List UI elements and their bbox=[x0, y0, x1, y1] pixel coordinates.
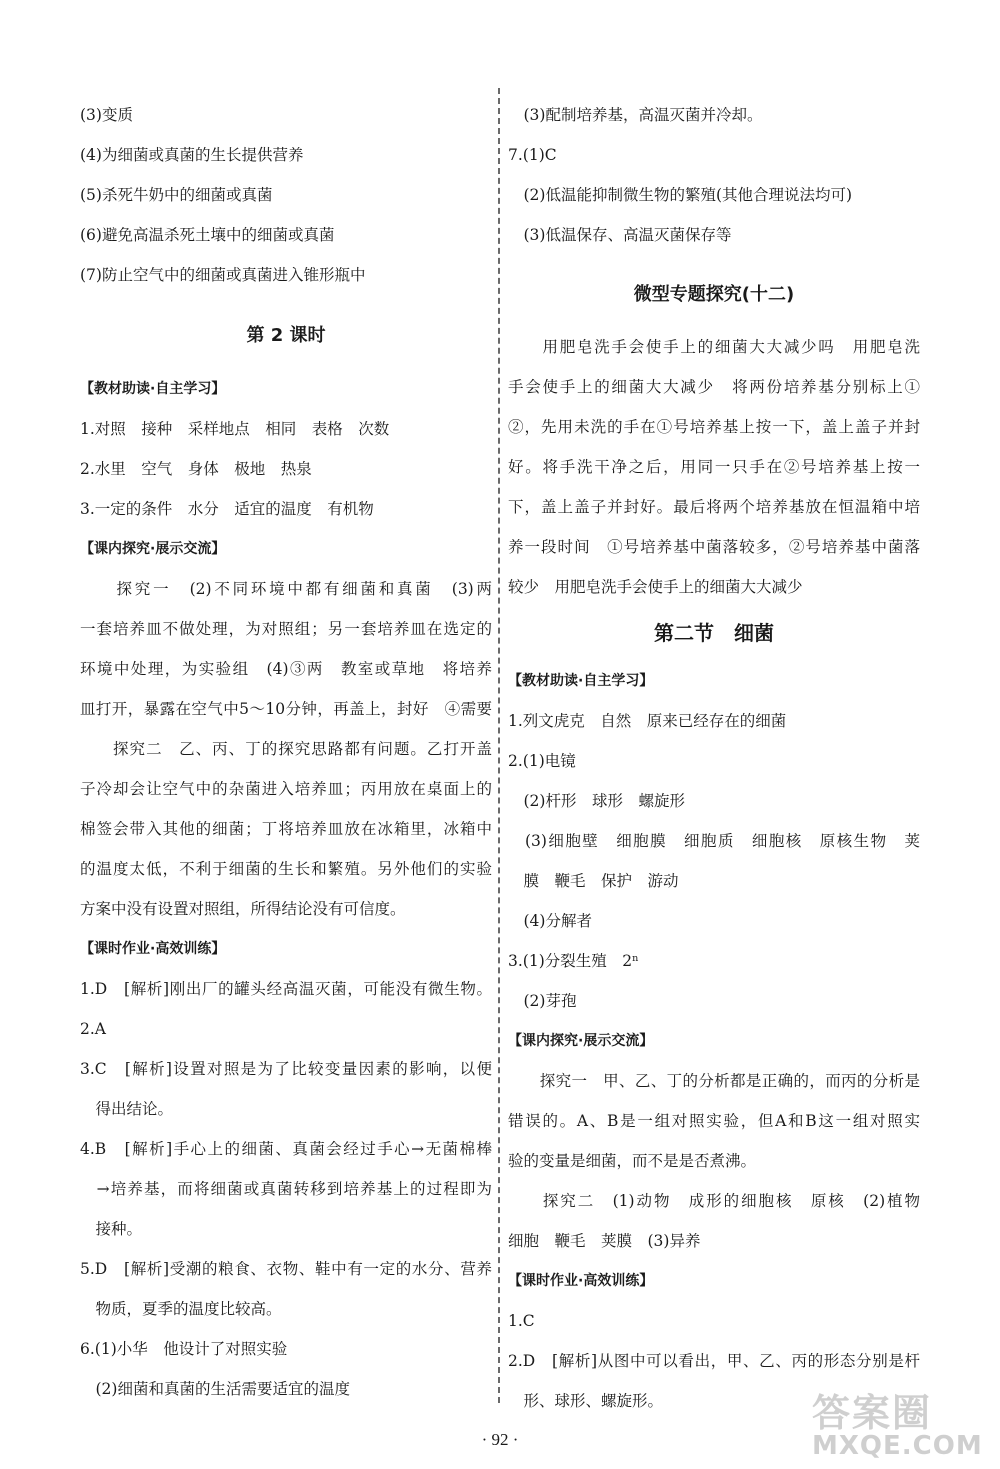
paragraph-line: 环境中处理，为实验组 (4)③两 教室或草地 将培养 bbox=[80, 660, 492, 678]
site-watermark bbox=[812, 1382, 992, 1466]
answer-line: 2.D [解析]从图中可以看出，甲、乙、丙的形态分别是杆 bbox=[508, 1352, 920, 1370]
paragraph-line: 探究二 乙、丙、丁的探究思路都有问题。乙打开盖 bbox=[80, 740, 492, 758]
paragraph-line: 较少 用肥皂洗手会使手上的细菌大大减少 bbox=[508, 578, 803, 596]
paragraph-line: ②，先用未洗的手在①号培养基上按一下，盖上盖子并封 bbox=[508, 418, 920, 436]
answer-line: 4.B [解析]手心上的细菌、真菌会经过手心→无菌棉棒 bbox=[80, 1140, 492, 1158]
answer-line: 7.(1)C bbox=[508, 146, 557, 164]
lesson-heading: 第 2 课时 bbox=[246, 325, 326, 346]
answer-line: (3)变质 bbox=[80, 106, 133, 124]
answer-line: 物质，夏季的温度比较高。 bbox=[80, 1300, 282, 1318]
section-label: 【课时作业·高效训练】 bbox=[508, 1273, 654, 1289]
answer-line: 得出结论。 bbox=[80, 1100, 174, 1118]
answer-line: (5)杀死牛奶中的细菌或真菌 bbox=[80, 186, 273, 204]
answer-line: 6.(1)小华 他设计了对照实验 bbox=[80, 1340, 288, 1358]
paragraph-line: 子冷却会让空气中的杂菌进入培养皿；丙用放在桌面上的 bbox=[80, 780, 492, 798]
paragraph-line: 错误的。A、B是一组对照实验，但A和B这一组对照实 bbox=[508, 1112, 920, 1130]
paragraph-line: 的温度太低，不利于细菌的生长和繁殖。另外他们的实验 bbox=[80, 860, 492, 878]
column-divider bbox=[498, 88, 500, 1403]
paragraph-line: 用肥皂洗手会使手上的细菌大大减少吗 用肥皂洗 bbox=[508, 338, 920, 356]
paragraph-line: 皿打开，暴露在空气中5～10分钟，再盖上，封好 ④需要 bbox=[80, 700, 492, 718]
answer-line: 形、球形、螺旋形。 bbox=[508, 1392, 664, 1410]
paragraph-line: 探究一 甲、乙、丁的分析都是正确的，而丙的分析是 bbox=[508, 1072, 920, 1090]
watermark-logo-text: 答案圈 bbox=[812, 1391, 933, 1435]
section-label: 【教材助读·自主学习】 bbox=[508, 673, 654, 689]
paragraph-line: 验的变量是细菌，而不是是否煮沸。 bbox=[508, 1152, 757, 1170]
answer-line: (4)分解者 bbox=[508, 912, 592, 930]
section-label: 【教材助读·自主学习】 bbox=[80, 381, 226, 397]
paragraph-line: 细胞 鞭毛 荚膜 (3)异养 bbox=[508, 1232, 701, 1250]
paragraph-line: 一套培养皿不做处理，为对照组；另一套培养皿在选定的 bbox=[80, 620, 492, 638]
section-heading: 第二节 细菌 bbox=[654, 621, 774, 645]
paragraph-line: 棉签会带入其他的细菌；丁将培养皿放在冰箱里，冰箱中 bbox=[80, 820, 492, 838]
paragraph-line: 养一段时间 ①号培养基中菌落较多，②号培养基中菌落 bbox=[508, 538, 920, 556]
answer-line: 接种。 bbox=[80, 1220, 143, 1238]
answer-line: 2.水里 空气 身体 极地 热泉 bbox=[80, 460, 312, 478]
paragraph-line: 探究一 (2)不同环境中都有细菌和真菌 (3)两 bbox=[80, 580, 492, 598]
answer-line: 1.对照 接种 采样地点 相同 表格 次数 bbox=[80, 420, 390, 438]
answer-line: 1.C bbox=[508, 1312, 535, 1330]
answer-line: 2.A bbox=[80, 1020, 106, 1038]
answer-line: 3.一定的条件 水分 适宜的温度 有机物 bbox=[80, 500, 374, 518]
answer-line: (2)杆形 球形 螺旋形 bbox=[508, 792, 685, 810]
answer-line: 2.(1)电镜 bbox=[508, 752, 576, 770]
section-label: 【课时作业·高效训练】 bbox=[80, 941, 226, 957]
answer-line: 3.C [解析]设置对照是为了比较变量因素的影响，以便 bbox=[80, 1060, 492, 1078]
section-label: 【课内探究·展示交流】 bbox=[80, 541, 226, 557]
answer-line: 5.D [解析]受潮的粮食、衣物、鞋中有一定的水分、营养 bbox=[80, 1260, 492, 1278]
answer-line: (4)为细菌或真菌的生长提供营养 bbox=[80, 146, 304, 164]
answer-line: (7)防止空气中的细菌或真菌进入锥形瓶中 bbox=[80, 266, 366, 284]
answer-line: (2)细菌和真菌的生活需要适宜的温度 bbox=[80, 1380, 350, 1398]
answer-line: →培养基，而将细菌或真菌转移到培养基上的过程即为 bbox=[80, 1180, 492, 1198]
paragraph-line: 手会使手上的细菌大大减少 将两份培养基分别标上① bbox=[508, 378, 920, 396]
answer-line: 1.列文虎克 自然 原来已经存在的细菌 bbox=[508, 712, 787, 730]
paragraph-line: 好。将手洗干净之后，用同一只手在②号培养基上按一 bbox=[508, 458, 920, 476]
answer-line: (3)低温保存、高温灭菌保存等 bbox=[508, 226, 732, 244]
answer-line: 膜 鞭毛 保护 游动 bbox=[508, 872, 679, 890]
paragraph-line: 方案中没有设置对照组，所得结论没有可信度。 bbox=[80, 900, 406, 918]
page-number: · 92 · bbox=[481, 1430, 519, 1449]
answer-line: (2)低温能抑制微生物的繁殖(其他合理说法均可) bbox=[508, 186, 853, 204]
answer-line: 1.D [解析]刚出厂的罐头经高温灭菌，可能没有微生物。 bbox=[80, 980, 492, 998]
answer-line: (3)配制培养基，高温灭菌并冷却。 bbox=[508, 106, 763, 124]
paragraph-line: 下，盖上盖子并封好。最后将两个培养基放在恒温箱中培 bbox=[508, 498, 920, 516]
answer-line: 3.(1)分裂生殖 2ⁿ bbox=[508, 952, 639, 970]
watermark-url: MXQE.COM bbox=[812, 1431, 983, 1461]
answer-line: (2)芽孢 bbox=[508, 992, 577, 1010]
section-label: 【课内探究·展示交流】 bbox=[508, 1033, 654, 1049]
paragraph-line: 探究二 (1)动物 成形的细胞核 原核 (2)植物 bbox=[508, 1192, 920, 1210]
answer-line: (3)细胞壁 细胞膜 细胞质 细胞核 原核生物 荚 bbox=[508, 832, 920, 850]
topic-heading: 微型专题探究(十二) bbox=[633, 284, 795, 305]
answer-line: (6)避免高温杀死土壤中的细菌或真菌 bbox=[80, 226, 335, 244]
